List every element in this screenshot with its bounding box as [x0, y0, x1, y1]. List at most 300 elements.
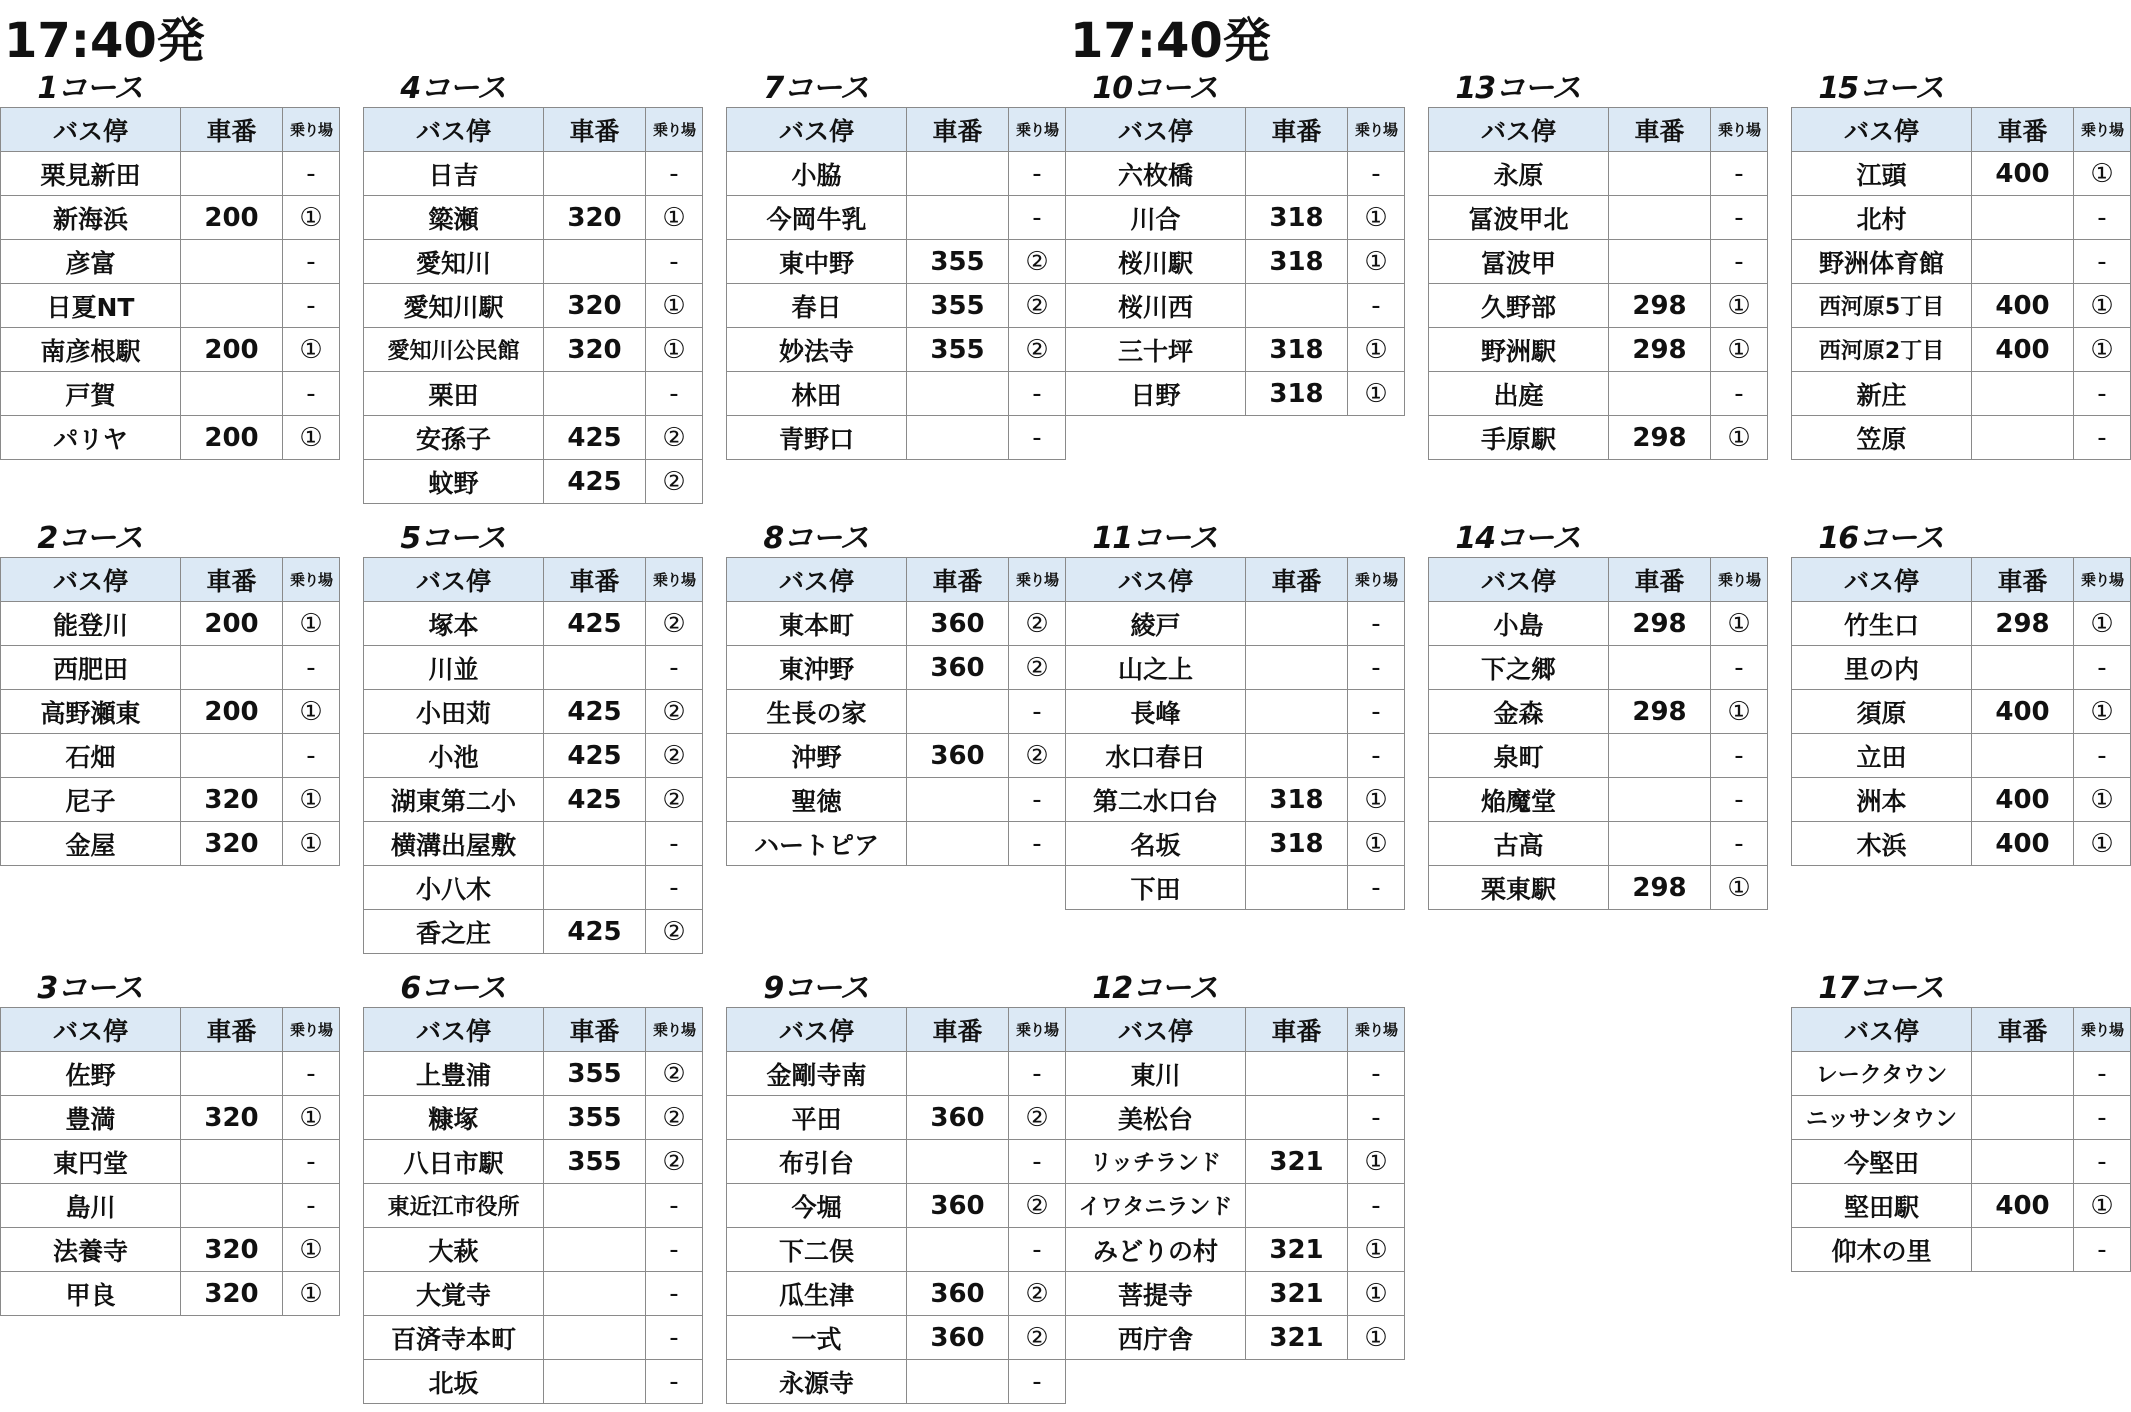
platform-number: -	[283, 372, 340, 416]
table-row	[364, 240, 703, 284]
header-bus-stop: バス停	[364, 108, 544, 152]
platform-number: -	[646, 1360, 703, 1404]
platform-number: ②	[646, 416, 703, 460]
header-platform: 乗り場	[1348, 108, 1405, 152]
table-row	[727, 1184, 1066, 1228]
table-row	[1792, 416, 2131, 460]
bus-number	[181, 240, 283, 284]
header-bus-stop: バス停	[1429, 108, 1609, 152]
platform-number: ②	[1009, 602, 1066, 646]
bus-stop-name: 香之庄	[364, 910, 544, 954]
course-block	[363, 520, 703, 954]
course-block	[1791, 520, 2131, 866]
header-bus-stop: バス停	[727, 558, 907, 602]
platform-number: ①	[646, 284, 703, 328]
bus-stop-name: 愛知川公民館	[364, 328, 544, 372]
bus-stop-name: 塚本	[364, 602, 544, 646]
bus-number	[544, 1360, 646, 1404]
table-row	[1066, 734, 1405, 778]
table-row	[364, 910, 703, 954]
bus-number: 298	[1609, 602, 1711, 646]
bus-stop-name: 菩提寺	[1066, 1272, 1246, 1316]
bus-stop-name: 冨波甲北	[1429, 196, 1609, 240]
header-bus-stop: バス停	[1792, 558, 1972, 602]
platform-number: ①	[1711, 866, 1768, 910]
platform-number: ①	[2074, 1184, 2131, 1228]
platform-number: ①	[1711, 602, 1768, 646]
table-row	[1, 1052, 340, 1096]
bus-number: 298	[1609, 866, 1711, 910]
bus-stop-name: 春日	[727, 284, 907, 328]
bus-number: 321	[1246, 1272, 1348, 1316]
table-row	[727, 602, 1066, 646]
platform-number: -	[646, 866, 703, 910]
page-title-right: 17:40発	[1070, 13, 1271, 69]
bus-stop-name: 水口春日	[1066, 734, 1246, 778]
bus-number	[181, 372, 283, 416]
bus-number: 298	[1609, 328, 1711, 372]
course-block	[1065, 970, 1405, 1360]
header-platform: 乗り場	[1009, 1008, 1066, 1052]
platform-number: ①	[1348, 196, 1405, 240]
table-row	[1, 240, 340, 284]
course-block	[726, 520, 1066, 866]
bus-stop-name: パリヤ	[1, 416, 181, 460]
platform-number: ①	[1711, 328, 1768, 372]
bus-stop-name: 林田	[727, 372, 907, 416]
bus-number: 320	[181, 1272, 283, 1316]
bus-number: 200	[181, 196, 283, 240]
table-row	[727, 152, 1066, 196]
bus-number	[544, 1228, 646, 1272]
table-row	[1, 734, 340, 778]
bus-number	[1972, 372, 2074, 416]
table-row	[1429, 416, 1768, 460]
table-row	[364, 602, 703, 646]
bus-stop-name: 日夏NT	[1, 284, 181, 328]
platform-number: -	[1711, 734, 1768, 778]
table-header-row	[1429, 558, 1768, 602]
bus-number: 355	[544, 1096, 646, 1140]
bus-number: 360	[907, 602, 1009, 646]
platform-number: ①	[1348, 1228, 1405, 1272]
platform-number: -	[646, 646, 703, 690]
course-title-text: 8コース	[763, 521, 869, 556]
bus-stop-name: 第二水口台	[1066, 778, 1246, 822]
bus-number	[1609, 822, 1711, 866]
table-row	[364, 460, 703, 504]
bus-stop-name: 古高	[1429, 822, 1609, 866]
header-bus-stop: バス停	[1429, 558, 1609, 602]
table-row	[1429, 866, 1768, 910]
bus-stop-name: 八日市駅	[364, 1140, 544, 1184]
bus-number	[181, 1184, 283, 1228]
platform-number: ①	[283, 822, 340, 866]
bus-number	[1972, 734, 2074, 778]
bus-number	[1246, 690, 1348, 734]
platform-number: -	[2074, 734, 2131, 778]
platform-number: -	[1348, 690, 1405, 734]
bus-number	[1972, 416, 2074, 460]
bus-number	[907, 1228, 1009, 1272]
table-row	[1066, 152, 1405, 196]
table-row	[1, 416, 340, 460]
platform-number: -	[1009, 416, 1066, 460]
table-row	[1429, 284, 1768, 328]
platform-number: ①	[2074, 152, 2131, 196]
table-header-row	[1, 1008, 340, 1052]
platform-number: -	[1009, 1360, 1066, 1404]
bus-number: 400	[1972, 328, 2074, 372]
platform-number: ①	[1711, 690, 1768, 734]
bus-number: 320	[181, 778, 283, 822]
bus-stop-name: 湖東第二小	[364, 778, 544, 822]
page-title-left: 17:40発	[4, 13, 205, 69]
header-bus-number: 車番	[1972, 1008, 2074, 1052]
header-platform: 乗り場	[2074, 1008, 2131, 1052]
table-row	[1066, 1228, 1405, 1272]
table-row	[364, 1140, 703, 1184]
course-block	[1791, 970, 2131, 1272]
table-row	[727, 1360, 1066, 1404]
bus-stop-name: 布引台	[727, 1140, 907, 1184]
course-title-text: 1コース	[37, 71, 143, 106]
bus-number: 400	[1972, 284, 2074, 328]
bus-number: 298	[1609, 690, 1711, 734]
course-title-text: 14コース	[1455, 521, 1581, 556]
bus-number	[1972, 196, 2074, 240]
bus-stop-name: 仰木の里	[1792, 1228, 1972, 1272]
platform-number: -	[1009, 690, 1066, 734]
bus-stop-name: 桜川駅	[1066, 240, 1246, 284]
platform-number: ①	[646, 196, 703, 240]
table-row	[1429, 822, 1768, 866]
table-row	[727, 646, 1066, 690]
platform-number: -	[646, 152, 703, 196]
bus-number: 360	[907, 1316, 1009, 1360]
table-header-row	[1066, 1008, 1405, 1052]
bus-number: 400	[1972, 690, 2074, 734]
platform-number: -	[2074, 416, 2131, 460]
platform-number: ①	[1348, 328, 1405, 372]
platform-number: -	[2074, 646, 2131, 690]
table-row	[727, 372, 1066, 416]
bus-number	[1246, 1052, 1348, 1096]
table-row	[727, 690, 1066, 734]
bus-number	[907, 1360, 1009, 1404]
header-bus-stop: バス停	[364, 558, 544, 602]
route-table	[1065, 1007, 1405, 1360]
bus-stop-name: 下二俣	[727, 1228, 907, 1272]
table-row	[1429, 734, 1768, 778]
course-title-text: 4コース	[400, 71, 506, 106]
bus-stop-name: 立田	[1792, 734, 1972, 778]
platform-number: ①	[646, 328, 703, 372]
table-row	[364, 1316, 703, 1360]
bus-number	[1246, 646, 1348, 690]
bus-stop-name: 山之上	[1066, 646, 1246, 690]
table-row	[1066, 822, 1405, 866]
platform-number: ①	[2074, 284, 2131, 328]
table-row	[1, 328, 340, 372]
table-row	[1, 646, 340, 690]
bus-stop-name: 佐野	[1, 1052, 181, 1096]
header-bus-number: 車番	[181, 108, 283, 152]
route-table	[0, 557, 340, 866]
platform-number: -	[283, 152, 340, 196]
bus-stop-name: 川並	[364, 646, 544, 690]
bus-stop-name: 金屋	[1, 822, 181, 866]
platform-number: -	[2074, 240, 2131, 284]
platform-number: -	[1711, 152, 1768, 196]
platform-number: ②	[1009, 1272, 1066, 1316]
table-row	[1, 602, 340, 646]
platform-number: ①	[283, 1228, 340, 1272]
table-row	[727, 1272, 1066, 1316]
bus-number: 318	[1246, 822, 1348, 866]
platform-number: ①	[283, 690, 340, 734]
table-header-row	[1792, 108, 2131, 152]
table-row	[727, 416, 1066, 460]
table-row	[727, 822, 1066, 866]
bus-stop-name: 大萩	[364, 1228, 544, 1272]
course-title-text: 2コース	[37, 521, 143, 556]
course-block	[0, 520, 340, 866]
platform-number: -	[283, 240, 340, 284]
platform-number: -	[646, 240, 703, 284]
header-bus-stop: バス停	[1792, 1008, 1972, 1052]
platform-number: ②	[1009, 1096, 1066, 1140]
bus-number	[181, 1140, 283, 1184]
platform-number: -	[1348, 152, 1405, 196]
header-platform: 乗り場	[1009, 558, 1066, 602]
platform-number: -	[1711, 372, 1768, 416]
route-table	[363, 107, 703, 504]
platform-number: -	[1348, 1096, 1405, 1140]
header-bus-stop: バス停	[1066, 558, 1246, 602]
table-row	[1, 822, 340, 866]
table-row	[1066, 196, 1405, 240]
platform-number: -	[1009, 196, 1066, 240]
course-block	[1065, 70, 1405, 416]
table-row	[727, 1228, 1066, 1272]
header-platform: 乗り場	[283, 1008, 340, 1052]
bus-stop-name: 六枚橋	[1066, 152, 1246, 196]
bus-stop-name: 安孫子	[364, 416, 544, 460]
table-row	[1792, 152, 2131, 196]
bus-number: 318	[1246, 778, 1348, 822]
course-title	[1065, 970, 1405, 1007]
platform-number: -	[646, 1228, 703, 1272]
bus-number	[1972, 1096, 2074, 1140]
bus-number: 360	[907, 1096, 1009, 1140]
bus-number	[544, 152, 646, 196]
platform-number: -	[1348, 646, 1405, 690]
table-row	[1792, 1184, 2131, 1228]
bus-stop-name: 西河原5丁目	[1792, 284, 1972, 328]
table-row	[364, 152, 703, 196]
platform-number: ②	[1009, 240, 1066, 284]
table-row	[1066, 328, 1405, 372]
platform-number: -	[646, 1272, 703, 1316]
platform-number: -	[1348, 284, 1405, 328]
course-title-text: 15コース	[1818, 71, 1944, 106]
bus-stop-name: 泉町	[1429, 734, 1609, 778]
course-title	[363, 520, 703, 557]
course-block	[363, 970, 703, 1404]
course-title	[0, 70, 340, 107]
bus-stop-name: 小八木	[364, 866, 544, 910]
table-row	[727, 328, 1066, 372]
platform-number: ①	[1348, 1272, 1405, 1316]
table-row	[1792, 602, 2131, 646]
header-bus-stop: バス停	[1, 1008, 181, 1052]
bus-stop-name: 法養寺	[1, 1228, 181, 1272]
platform-number: -	[283, 1140, 340, 1184]
bus-stop-name: 平田	[727, 1096, 907, 1140]
table-row	[1, 778, 340, 822]
header-bus-number: 車番	[1246, 558, 1348, 602]
bus-stop-name: 長峰	[1066, 690, 1246, 734]
bus-stop-name: 栗見新田	[1, 152, 181, 196]
bus-stop-name: 美松台	[1066, 1096, 1246, 1140]
platform-number: ①	[1711, 416, 1768, 460]
route-table	[1791, 107, 2131, 460]
bus-number	[1972, 1228, 2074, 1272]
bus-number: 318	[1246, 372, 1348, 416]
platform-number: ①	[2074, 602, 2131, 646]
course-block	[726, 970, 1066, 1404]
table-header-row	[1792, 558, 2131, 602]
bus-number: 400	[1972, 822, 2074, 866]
bus-stop-name: 南彦根駅	[1, 328, 181, 372]
bus-number	[1246, 866, 1348, 910]
bus-number: 355	[907, 240, 1009, 284]
table-row	[1429, 690, 1768, 734]
table-row	[1066, 240, 1405, 284]
platform-number: -	[1348, 866, 1405, 910]
platform-number: ①	[283, 778, 340, 822]
table-row	[364, 196, 703, 240]
table-row	[1066, 1096, 1405, 1140]
platform-number: ①	[283, 1272, 340, 1316]
bus-stop-name: 下之郷	[1429, 646, 1609, 690]
bus-number	[907, 416, 1009, 460]
platform-number: ②	[646, 602, 703, 646]
bus-stop-name: 東沖野	[727, 646, 907, 690]
header-bus-number: 車番	[907, 1008, 1009, 1052]
table-header-row	[727, 558, 1066, 602]
bus-number	[907, 822, 1009, 866]
bus-stop-name: 東近江市役所	[364, 1184, 544, 1228]
table-row	[727, 734, 1066, 778]
table-row	[727, 1096, 1066, 1140]
bus-number: 360	[907, 646, 1009, 690]
bus-number: 360	[907, 1272, 1009, 1316]
platform-number: -	[2074, 372, 2131, 416]
table-row	[1066, 778, 1405, 822]
platform-number: ②	[646, 734, 703, 778]
table-header-row	[727, 108, 1066, 152]
header-bus-number: 車番	[1609, 108, 1711, 152]
table-row	[727, 778, 1066, 822]
bus-number: 400	[1972, 778, 2074, 822]
table-row	[1792, 372, 2131, 416]
platform-number: -	[1711, 196, 1768, 240]
bus-number	[1246, 152, 1348, 196]
bus-number	[1246, 734, 1348, 778]
bus-number	[1609, 196, 1711, 240]
course-title-text: 3コース	[37, 971, 143, 1006]
bus-number: 355	[907, 328, 1009, 372]
table-row	[364, 1052, 703, 1096]
route-table	[726, 557, 1066, 866]
bus-stop-name: 能登川	[1, 602, 181, 646]
header-platform: 乗り場	[1009, 108, 1066, 152]
bus-number	[1609, 646, 1711, 690]
bus-number	[1609, 240, 1711, 284]
bus-stop-name: 聖徳	[727, 778, 907, 822]
table-row	[364, 1360, 703, 1404]
bus-number	[1246, 1184, 1348, 1228]
course-block	[0, 970, 340, 1316]
bus-number: 360	[907, 1184, 1009, 1228]
bus-stop-name: 木浜	[1792, 822, 1972, 866]
bus-number	[544, 1272, 646, 1316]
bus-number: 425	[544, 778, 646, 822]
bus-number	[1246, 284, 1348, 328]
bus-number	[1246, 1096, 1348, 1140]
platform-number: -	[283, 1184, 340, 1228]
course-block	[1065, 520, 1405, 910]
bus-number: 318	[1246, 240, 1348, 284]
course-block	[1428, 70, 1768, 460]
platform-number: ②	[1009, 1184, 1066, 1228]
bus-stop-name: 沖野	[727, 734, 907, 778]
header-platform: 乗り場	[2074, 558, 2131, 602]
bus-stop-name: 洲本	[1792, 778, 1972, 822]
route-table	[1428, 107, 1768, 460]
platform-number: ①	[2074, 690, 2131, 734]
bus-stop-name: 新海浜	[1, 196, 181, 240]
table-row	[1, 196, 340, 240]
course-title	[363, 970, 703, 1007]
bus-number	[544, 240, 646, 284]
course-title-text: 5コース	[400, 521, 506, 556]
bus-number: 200	[181, 690, 283, 734]
platform-number: ①	[1348, 372, 1405, 416]
bus-stop-name: 東中野	[727, 240, 907, 284]
table-header-row	[1, 108, 340, 152]
course-title-text: 9コース	[763, 971, 869, 1006]
table-row	[727, 1140, 1066, 1184]
table-row	[1429, 240, 1768, 284]
header-bus-number: 車番	[544, 1008, 646, 1052]
table-row	[1792, 778, 2131, 822]
bus-number	[544, 646, 646, 690]
table-row	[364, 328, 703, 372]
bus-stop-name: 横溝出屋敷	[364, 822, 544, 866]
platform-number: ①	[283, 416, 340, 460]
bus-number	[181, 284, 283, 328]
bus-stop-name: 島川	[1, 1184, 181, 1228]
platform-number: -	[646, 1184, 703, 1228]
bus-stop-name: 簗瀬	[364, 196, 544, 240]
table-row	[364, 1184, 703, 1228]
bus-number: 425	[544, 734, 646, 778]
table-row	[727, 240, 1066, 284]
table-row	[1792, 734, 2131, 778]
